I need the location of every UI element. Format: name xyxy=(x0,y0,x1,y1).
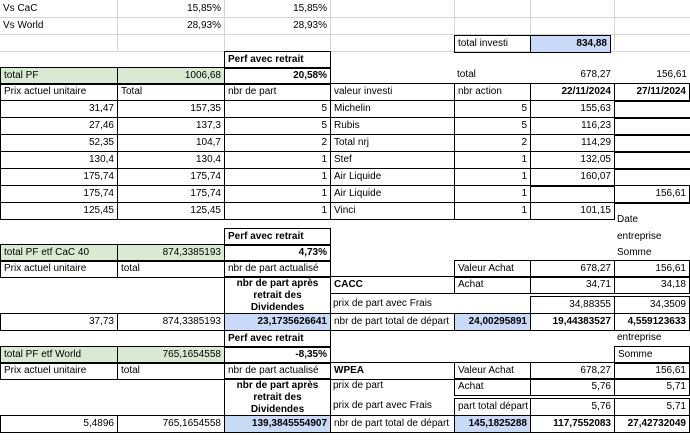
cac-valeur-achat-b[interactable]: 156,61 xyxy=(614,260,690,278)
cac-parts-after-value[interactable]: 23,1735626641 xyxy=(224,313,331,331)
world-achat-a[interactable]: 5,76 xyxy=(530,378,615,396)
pf-row-1-total[interactable]: 137,3 xyxy=(117,117,225,135)
vs-world-value-2[interactable]: 28,93% xyxy=(293,20,327,31)
pf-perf-label[interactable]: Perf avec retrait xyxy=(224,51,331,69)
world-right-label-entreprise[interactable]: entreprise xyxy=(617,332,662,343)
pf-header-prix[interactable]: Prix actuel unitaire xyxy=(0,83,118,101)
world-header-parts[interactable]: nbr de part actualisé xyxy=(224,362,331,380)
vs-world-label[interactable]: Vs World xyxy=(3,20,44,31)
pf-row-6-name[interactable]: Vinci xyxy=(330,202,455,220)
cac-prix-frais-a[interactable]: 34,88355 xyxy=(530,296,615,314)
cac-total[interactable]: 874,3385193 xyxy=(117,313,225,331)
pf-row-6-actions[interactable]: 1 xyxy=(454,202,531,220)
cac-depart-a[interactable]: 19,44383527 xyxy=(530,313,615,331)
world-ticker[interactable]: WPEA xyxy=(330,362,455,380)
pf-row-3-actions[interactable]: 1 xyxy=(454,151,531,169)
pf-row-0-parts[interactable]: 5 xyxy=(224,100,331,118)
world-total[interactable]: 765,1654558 xyxy=(117,415,225,433)
pf-row-3-prix[interactable]: 130,4 xyxy=(0,151,118,169)
pf-row-1-prix[interactable]: 27,46 xyxy=(0,117,118,135)
world-prix-frais-a[interactable]: 5,76 xyxy=(530,398,615,416)
cac-header-prix[interactable]: Prix actuel unitaire xyxy=(0,260,118,278)
pf-row-4-actions[interactable]: 1 xyxy=(454,168,531,186)
pf-row-0-d2[interactable] xyxy=(614,100,690,102)
world-right-label-somme[interactable]: Somme xyxy=(614,346,690,364)
vs-world-value-1[interactable]: 28,93% xyxy=(187,20,221,31)
world-prix-part-label[interactable]: prix de part xyxy=(333,380,384,391)
cac-achat-b[interactable]: 34,18 xyxy=(614,276,690,294)
world-perf-value[interactable]: -8,35% xyxy=(224,346,331,364)
pf-row-4-prix[interactable]: 175,74 xyxy=(0,168,118,186)
pf-header-total[interactable]: Total xyxy=(117,83,225,101)
side-label-date[interactable]: Date xyxy=(617,214,639,225)
pf-row-2-d2[interactable] xyxy=(614,134,690,136)
world-total-label[interactable]: total PF etf World xyxy=(0,346,118,364)
pf-row-4-total[interactable]: 175,74 xyxy=(117,168,225,186)
vs-cac-value-2[interactable]: 15,85% xyxy=(293,3,327,14)
world-parts-after-label[interactable] xyxy=(224,378,331,416)
pf-row-4-d2[interactable] xyxy=(614,168,690,170)
cac-depart-b[interactable]: 4,559123633 xyxy=(614,313,690,331)
world-header-total[interactable]: total xyxy=(117,362,225,380)
pf-row-6-d2[interactable] xyxy=(614,202,690,204)
cac-achat-label[interactable]: Achat xyxy=(454,276,531,294)
pf-row-4-parts[interactable]: 1 xyxy=(224,168,331,186)
pf-row-6-d1[interactable]: 101,15 xyxy=(530,202,615,220)
pf-row-5-parts[interactable]: 1 xyxy=(224,185,331,203)
pf-row-0-total[interactable]: 157,35 xyxy=(117,100,225,118)
pf-row-0-actions[interactable]: 5 xyxy=(454,100,531,118)
vs-cac-value-1[interactable]: 15,85% xyxy=(187,3,221,14)
pf-total-label[interactable]: total PF xyxy=(0,67,118,85)
pf-row-3-total[interactable]: 130,4 xyxy=(117,151,225,169)
pf-row-3-d1[interactable]: 132,05 xyxy=(530,151,615,169)
world-achat-b[interactable]: 5,71 xyxy=(614,378,690,396)
pf-row-3-name[interactable]: Stef xyxy=(330,151,455,169)
total-investi-value[interactable]: 834,88 xyxy=(530,35,611,53)
pf-total-right-a[interactable]: 678,27 xyxy=(580,69,611,80)
pf-row-3-d2[interactable] xyxy=(614,151,690,153)
world-valeur-achat-a[interactable]: 678,27 xyxy=(530,362,615,380)
pf-row-1-actions[interactable]: 5 xyxy=(454,117,531,135)
world-prix-frais-label[interactable]: prix de part avec Frais xyxy=(333,400,432,411)
vs-cac-label[interactable]: Vs CaC xyxy=(3,3,38,14)
pf-total-right-label[interactable]: total xyxy=(457,69,476,80)
cac-header-parts[interactable]: nbr de part actualisé xyxy=(224,260,331,278)
pf-row-3-parts[interactable]: 1 xyxy=(224,151,331,169)
world-after-line-3: Dividendes xyxy=(250,404,305,415)
world-part-total-depart-label[interactable]: part total départ xyxy=(454,398,531,416)
cac-prix-frais-b[interactable]: 34,3509 xyxy=(614,296,690,314)
pf-header-parts[interactable]: nbr de part xyxy=(224,83,331,101)
cac-perf-value[interactable]: 4,73% xyxy=(224,244,331,262)
pf-total-value[interactable]: 1006,68 xyxy=(117,67,225,85)
pf-row-4-name[interactable]: Air Liquide xyxy=(330,168,455,186)
pf-row-0-prix[interactable]: 31,47 xyxy=(0,100,118,118)
world-total-depart[interactable]: 145,1825288 xyxy=(454,415,531,433)
side-label-somme[interactable]: Somme xyxy=(617,247,652,258)
world-total-value[interactable]: 765,1654558 xyxy=(117,346,225,364)
cac-nbr-total-depart-label[interactable]: nbr de part total de départ xyxy=(330,313,455,331)
pf-row-2-d1[interactable]: 114,29 xyxy=(530,134,615,152)
pf-row-1-parts[interactable]: 5 xyxy=(224,117,331,135)
pf-header-date-2[interactable]: 27/11/2024 xyxy=(614,83,690,101)
world-nbr-total-depart-label[interactable]: nbr de part total de départ xyxy=(330,415,455,433)
world-depart-a[interactable]: 117,7552083 xyxy=(530,415,615,433)
world-achat-label[interactable]: Achat xyxy=(454,378,531,396)
cac-perf-label[interactable]: Perf avec retrait xyxy=(224,228,331,246)
pf-row-5-actions[interactable]: 1 xyxy=(454,185,531,203)
pf-row-6-parts[interactable]: 1 xyxy=(224,202,331,220)
cac-ticker[interactable]: CACC xyxy=(330,276,455,294)
pf-row-6-prix[interactable]: 125,45 xyxy=(0,202,118,220)
cac-total-depart[interactable]: 24,00295891 xyxy=(454,313,531,331)
pf-row-5-total[interactable]: 175,74 xyxy=(117,185,225,203)
pf-row-1-name[interactable]: Rubis xyxy=(330,117,455,135)
cac-valeur-achat-label[interactable]: Valeur Achat xyxy=(454,260,531,278)
cac-parts-after-label[interactable] xyxy=(224,276,331,314)
cac-prix-frais-label[interactable]: prix de part avec Frais xyxy=(333,298,432,309)
world-header-prix[interactable]: Prix actuel unitaire xyxy=(0,362,118,380)
world-prix[interactable]: 5,4896 xyxy=(0,415,118,433)
cac-header-total[interactable]: total xyxy=(117,260,225,278)
gridline xyxy=(614,0,615,50)
cac-after-line-2: retrait des xyxy=(253,290,302,301)
gridline xyxy=(330,0,331,50)
world-after-line-2: retrait des xyxy=(253,392,302,403)
pf-row-2-parts[interactable]: 2 xyxy=(224,134,331,152)
cac-valeur-achat-a[interactable]: 678,27 xyxy=(530,260,615,278)
pf-row-2-prix[interactable]: 52,35 xyxy=(0,134,118,152)
side-label-entreprise[interactable]: entreprise xyxy=(617,231,662,242)
world-depart-b[interactable]: 27,42732049 xyxy=(614,415,690,433)
pf-row-5-prix[interactable]: 175,74 xyxy=(0,185,118,203)
cac-prix[interactable]: 37,73 xyxy=(0,313,118,331)
world-perf-label[interactable]: Perf avec retrait xyxy=(224,330,331,348)
cac-achat-a[interactable]: 34,71 xyxy=(530,276,615,294)
pf-perf-value[interactable]: 20,58% xyxy=(224,67,331,85)
world-valeur-achat-b[interactable]: 156,61 xyxy=(614,362,690,380)
pf-row-4-d1[interactable]: 160,07 xyxy=(530,168,615,186)
total-investi-label[interactable]: total investi xyxy=(454,35,531,53)
world-after-line-1: nbr de part après xyxy=(236,380,319,391)
cac-after-line-1: nbr de part après xyxy=(236,278,319,289)
pf-row-2-total[interactable]: 104,7 xyxy=(117,134,225,152)
pf-row-5-d1[interactable] xyxy=(530,185,615,187)
pf-row-0-d1[interactable]: 155,63 xyxy=(530,100,615,118)
cac-after-line-3: Dividendes xyxy=(250,302,305,313)
pf-total-right-b[interactable]: 156,61 xyxy=(656,69,687,80)
pf-row-2-actions[interactable]: 2 xyxy=(454,134,531,152)
pf-row-1-d2[interactable] xyxy=(614,117,690,119)
pf-row-1-d1[interactable]: 116,23 xyxy=(530,117,615,135)
pf-header-valeur[interactable]: valeur investi xyxy=(330,83,455,101)
cac-total-value[interactable]: 874,3385193 xyxy=(117,244,225,262)
pf-row-5-d2[interactable]: 156,61 xyxy=(614,185,690,203)
pf-row-0-name[interactable]: Michelin xyxy=(330,100,455,118)
cac-total-label[interactable]: total PF etf CaC 40 xyxy=(0,244,118,262)
pf-header-actions[interactable]: nbr action xyxy=(454,83,531,101)
pf-row-6-total[interactable]: 125,45 xyxy=(117,202,225,220)
world-prix-frais-b[interactable]: 5,71 xyxy=(614,398,690,416)
pf-row-5-name[interactable]: Air Liquide xyxy=(330,185,455,203)
world-valeur-achat-label[interactable]: Valeur Achat xyxy=(454,362,531,380)
pf-row-2-name[interactable]: Total nrj xyxy=(330,134,455,152)
world-parts-after-value[interactable]: 139,3845554907 xyxy=(224,415,331,433)
pf-header-date-1[interactable]: 22/11/2024 xyxy=(530,83,615,101)
